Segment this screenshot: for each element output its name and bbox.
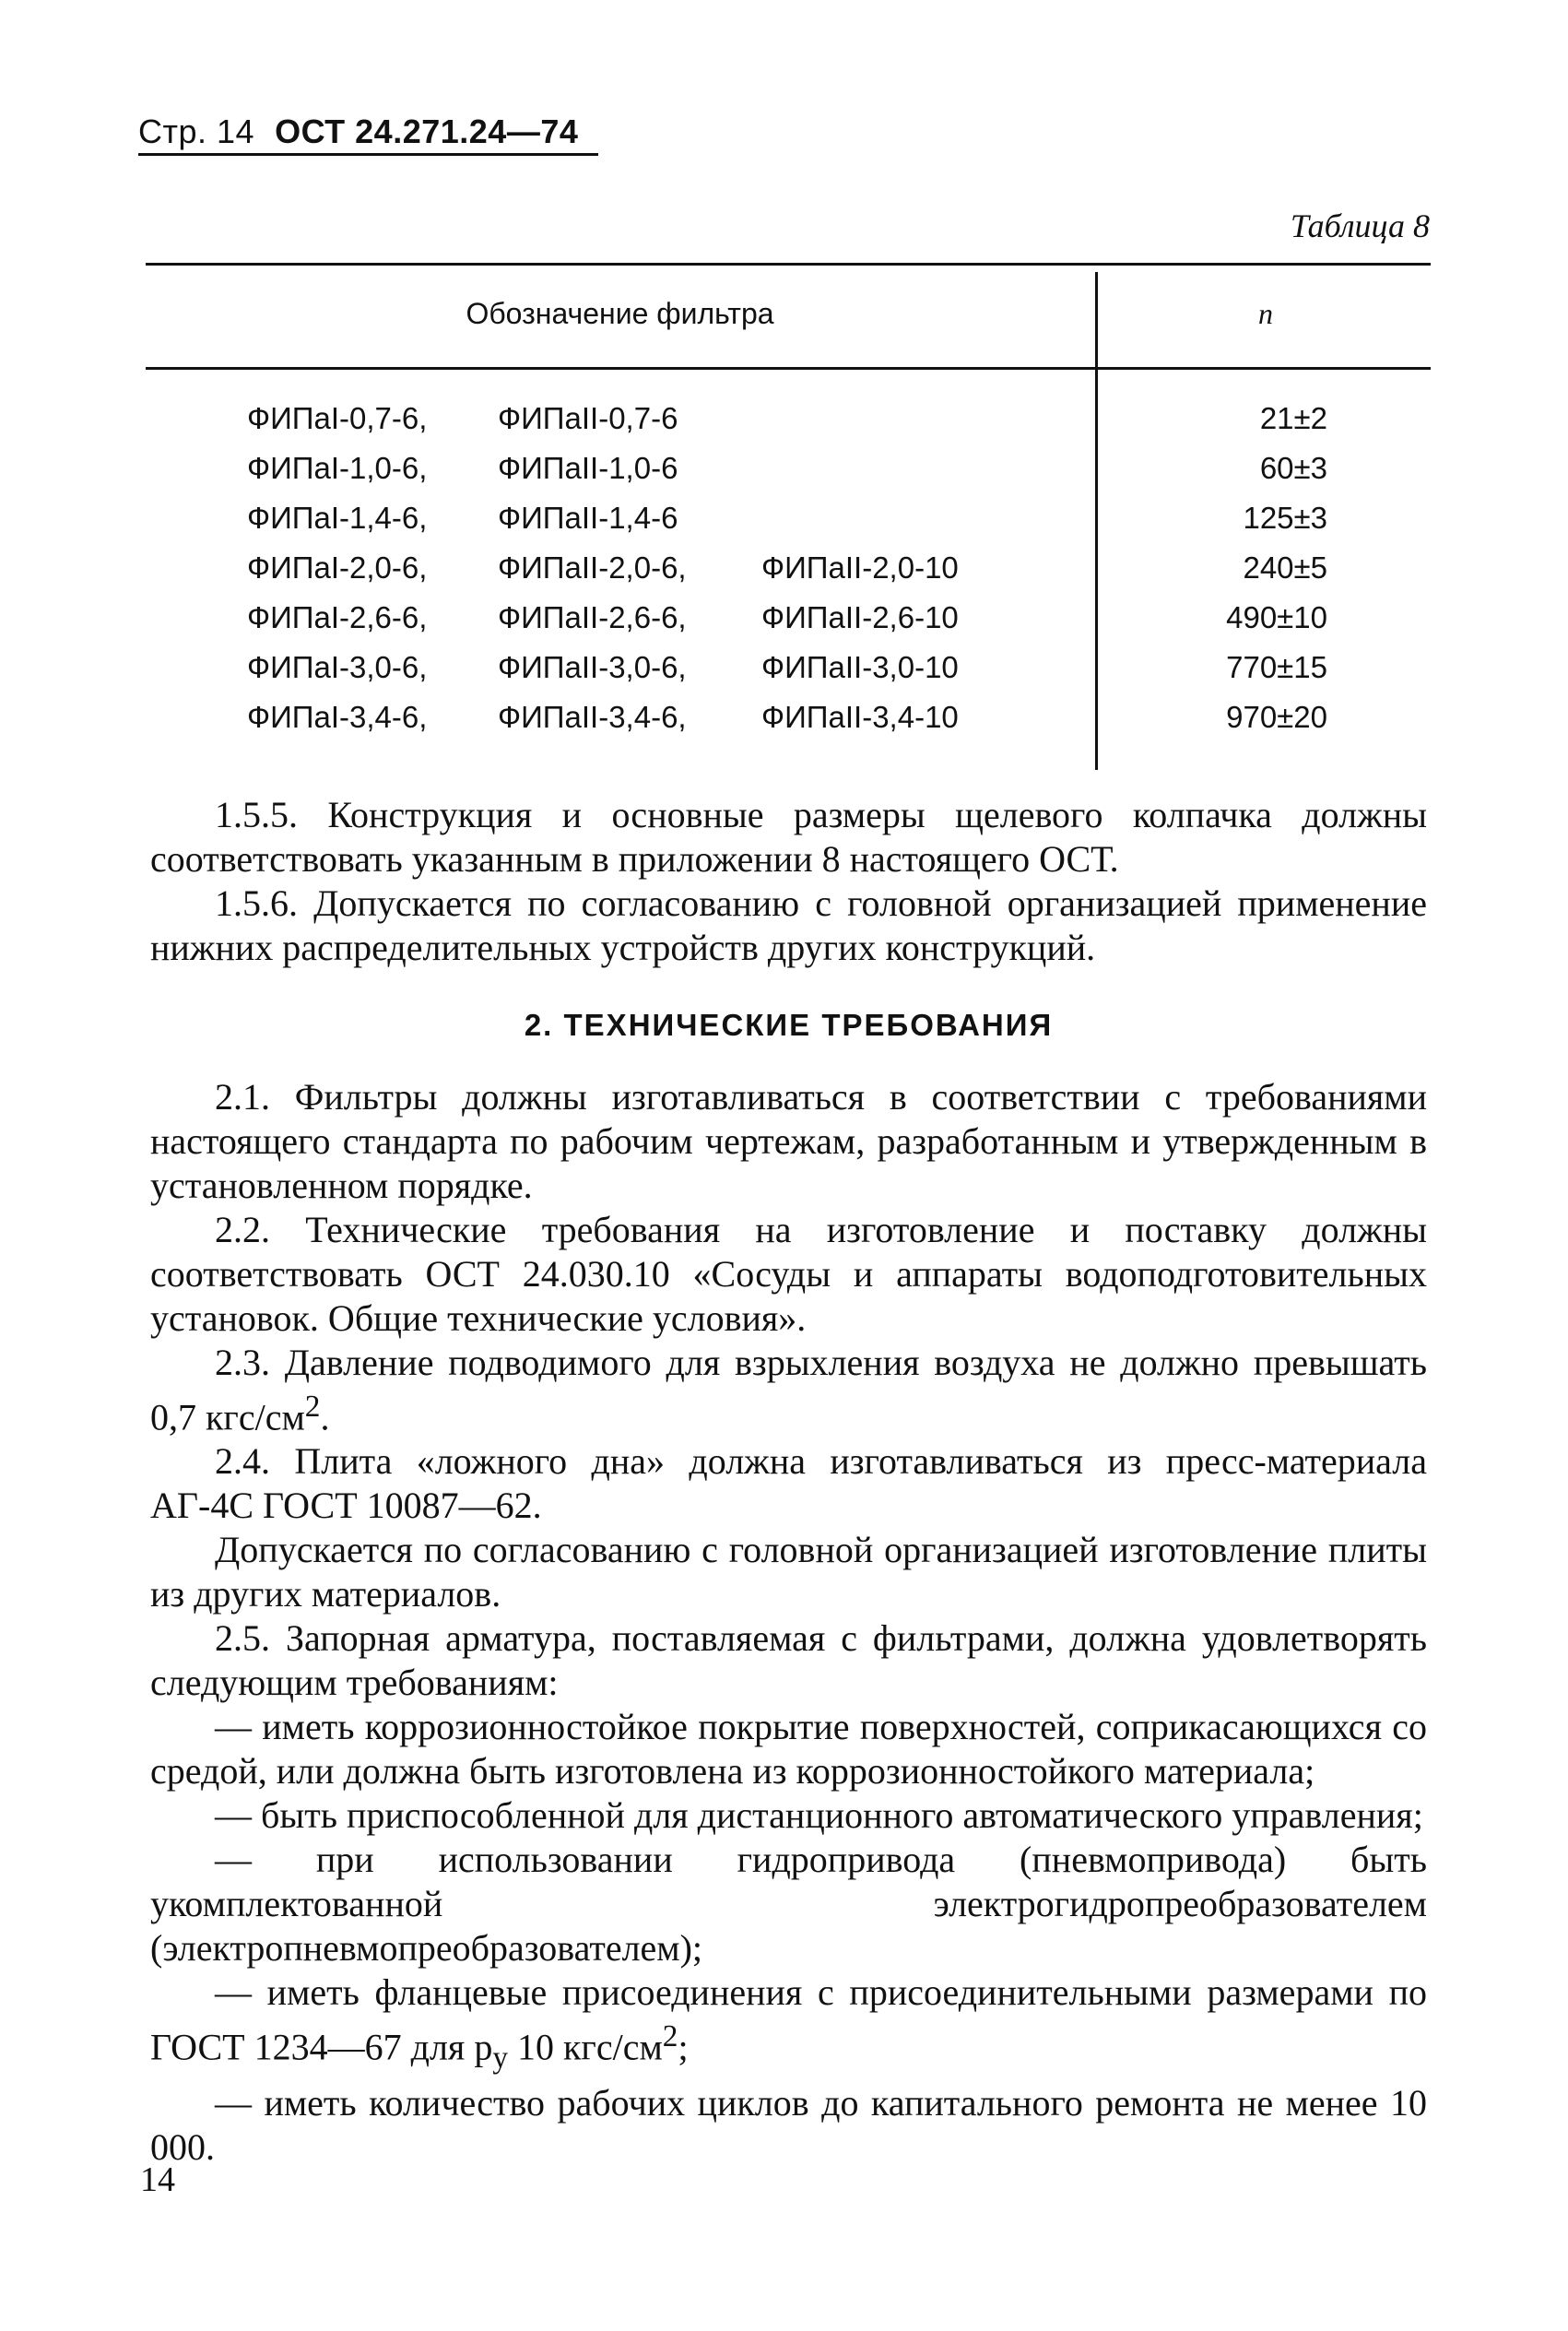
paragraph-2-4-note: Допускается по согласованию с головной организацией изготовление плиты из других материалов. bbox=[150, 1529, 1427, 1615]
section-title: 2. ТЕХНИЧЕСКИЕ ТРЕБОВАНИЯ bbox=[524, 1008, 1054, 1042]
paragraph-2-2: 2.2. Технические требования на изготовление и поставку должны соответствовать ОСТ 24.030.10 «Сосуды и аппараты водоподготовительных установок. Общие технические условия». bbox=[150, 1209, 1427, 1339]
table-row bbox=[0, 700, 1568, 750]
requirement-item-end: ; bbox=[678, 2026, 689, 2068]
table-cell: ФИПаII-2,6-10 bbox=[761, 600, 959, 634]
requirement-item: — при использовании гидропривода (пневмопривода) быть укомплектованной электрогидропреобразователем (электропневмопреобразователем); bbox=[150, 1839, 1427, 1970]
table-cell: ФИПаI-0,7-6, bbox=[247, 401, 428, 435]
requirement-item-mid: 10 кгс/см bbox=[508, 2026, 663, 2068]
table-cell: ФИПаII-2,0-6, bbox=[498, 550, 687, 585]
table-top-rule bbox=[146, 263, 1431, 266]
table-cell-n: 970±20 bbox=[1226, 700, 1327, 734]
subscript: у bbox=[492, 2041, 508, 2076]
table-header-rule bbox=[146, 367, 1431, 370]
table-cell: ФИПаII-3,4-10 bbox=[761, 700, 959, 734]
table-cell: ФИПаII-2,6-6, bbox=[498, 600, 687, 634]
table-cell: ФИПаII-3,0-10 bbox=[761, 650, 959, 684]
standard-number: ОСТ 24.271.24—74 bbox=[275, 112, 579, 150]
table-cell: ФИПаII-2,0-10 bbox=[761, 550, 959, 585]
paragraph-2-4: 2.4. Плита «ложного дна» должна изготавливаться из пресс-материала АГ-4С ГОСТ 10087—62. bbox=[150, 1440, 1427, 1527]
requirement-item: — быть приспособленной для дистанционного автоматического управления; bbox=[215, 1794, 1423, 1837]
superscript: 2 bbox=[662, 2019, 678, 2054]
table-title: Таблица 8 bbox=[1290, 207, 1430, 244]
table-row bbox=[0, 600, 1568, 650]
requirement-item-text: — иметь фланцевые присоединения с присоединительными размерами по ГОСТ 1234—67 для р bbox=[150, 1971, 1427, 2068]
table-row bbox=[0, 401, 1568, 451]
table-cell-n: 770±15 bbox=[1226, 650, 1327, 684]
column-header-name: Обозначение фильтра bbox=[466, 297, 774, 330]
paragraph-1-5-5: 1.5.5. Конструкция и основные размеры щелевого колпачка должны соответствовать указанным в приложении 8 настоящего ОСТ. bbox=[150, 794, 1427, 880]
table-cell: ФИПаI-1,4-6, bbox=[247, 501, 428, 535]
superscript: 2 bbox=[304, 1390, 321, 1424]
body-text bbox=[150, 793, 1427, 2170]
requirement-item: — иметь коррозионностойкое покрытие поверхностей, соприкасающихся со средой, или должна быть изготовлена из коррозионностойкого материала; bbox=[150, 1706, 1427, 1793]
table-row bbox=[0, 451, 1568, 501]
paragraph-2-5: 2.5. Запорная арматура, поставляемая с фильтрами, должна удовлетворять следующим требованиям: bbox=[150, 1617, 1427, 1704]
running-header bbox=[138, 112, 598, 156]
table-cell: ФИПаI-2,6-6, bbox=[247, 600, 428, 634]
paragraph-2-1: 2.1. Фильтры должны изготавливаться в соответствии с требованиями настоящего стандарта по рабочим чертежам, разработанным и утвержденным в установленном порядке. bbox=[150, 1076, 1427, 1206]
table-row bbox=[0, 550, 1568, 600]
table-cell: ФИПаII-0,7-6 bbox=[498, 401, 678, 435]
table-cell: ФИПаI-2,0-6, bbox=[247, 550, 428, 585]
table-cell-n: 240±5 bbox=[1243, 550, 1327, 585]
table-cell-n: 125±3 bbox=[1243, 501, 1327, 535]
table-cell: ФИПаI-1,0-6, bbox=[247, 451, 428, 485]
page-number: 14 bbox=[140, 2160, 175, 2199]
requirement-item: — иметь количество рабочих циклов до капитального ремонта не менее 10 000. bbox=[150, 2081, 1427, 2168]
paragraph-2-3-text: 2.3. Давление подводимого для взрыхления воздуха не должно превышать 0,7 кгс/см bbox=[150, 1342, 1427, 1438]
page-label: Стр. 14 bbox=[138, 112, 255, 150]
paragraph-1-5-6: 1.5.6. Допускается по согласованию с головной организацией применение нижних распределительных устройств других конструкций. bbox=[150, 882, 1427, 968]
table-cell-n: 60±3 bbox=[1259, 451, 1327, 485]
table-cell: ФИПаII-3,4-6, bbox=[498, 700, 687, 734]
requirement-item bbox=[150, 1970, 1427, 2080]
table-cell: ФИПаI-3,0-6, bbox=[247, 650, 428, 684]
table-cell: ФИПаI-3,4-6, bbox=[247, 700, 428, 734]
table-body bbox=[0, 401, 1568, 750]
table-cell-n: 490±10 bbox=[1226, 600, 1327, 634]
paragraph-2-3 bbox=[150, 1341, 1427, 1439]
table-cell: ФИПаII-3,0-6, bbox=[498, 650, 687, 684]
column-header-n: n bbox=[1258, 297, 1273, 330]
table-cell: ФИПаII-1,0-6 bbox=[498, 451, 678, 485]
table-row bbox=[0, 501, 1568, 550]
table-cell: ФИПаII-1,4-6 bbox=[498, 501, 678, 535]
table-cell-n: 21±2 bbox=[1259, 401, 1327, 435]
table-row bbox=[0, 650, 1568, 700]
paragraph-2-3-end: . bbox=[320, 1396, 330, 1438]
